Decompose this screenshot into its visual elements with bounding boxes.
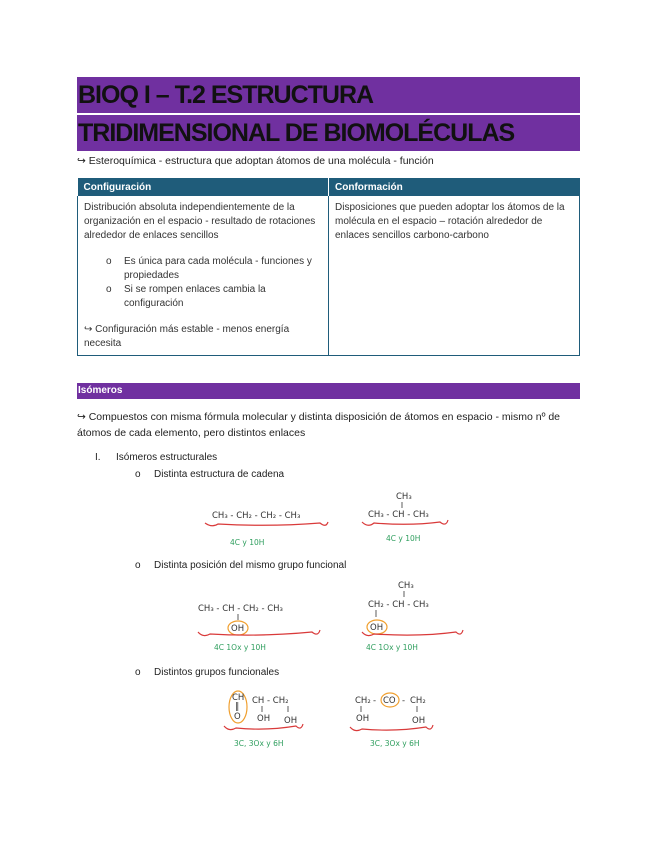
formula-text: CH [232,693,245,703]
list-marker: I. [95,452,101,463]
formula-text: CH₃ - CH - CH₃ [368,510,429,520]
count-text: 4C 1Ox y 10H [214,643,266,652]
formula-text: OH [257,714,271,724]
formula-text: CH₃ [398,581,414,591]
item-posicion: Distinta posición del mismo grupo funcional [154,560,347,571]
formula-text: OH [370,623,384,633]
count-text: 3C, 3Ox y 6H [234,739,284,748]
list-title-estructurales: Isómeros estructurales [116,452,218,463]
structure-position-a [198,604,320,652]
configuracion-note: ↪ Configuración más estable - menos energía necesita [84,324,290,349]
bullet-marker: o [135,469,141,480]
formula-text: CH₂ [355,696,371,706]
count-text: 3C, 3Ox y 6H [370,739,420,748]
formula-text: OH [284,716,298,726]
isomeros-intro: ↪ Compuestos con misma fórmula molecular y distinta disposición de átomos en espacio - mismo nº de átomos de cada elemento, pero distintos enlaces [77,411,561,439]
structure-chain-branched [362,492,448,543]
formula-text: OH [356,714,370,724]
count-text: 4C y 10H [230,538,265,547]
bullet-marker: o [135,667,141,678]
conformacion-paragraph: Disposiciones que pueden adoptar los átomos de la molécula en el espacio – rotación alrededor de enlaces sencillos carbono-carbono [335,202,565,241]
formula-text: CH₂ [410,696,426,706]
underline-mark [205,522,328,526]
bond-dash: - [373,696,377,706]
title-line-1: BIOQ I – T.2 ESTRUCTURA [78,81,374,109]
formula-text: CH₃ - CH - CH₂ - CH₃ [198,604,283,614]
list-item: o Si se rompen enlaces cambia la configuración [106,283,322,311]
count-text: 4C y 10H [386,534,421,543]
formula-text: ‖ [235,702,240,712]
underline-mark [198,630,320,636]
count-text: 4C 1Ox y 10H [366,643,418,652]
underline-mark [362,520,448,525]
item-cadena: Distinta estructura de cadena [154,469,285,480]
formula-text: CH₃ [396,492,412,502]
formula-text: CH - CH₂ [252,696,289,706]
bond-dash: - [402,696,406,706]
structure-functional-b [350,693,433,748]
formula-text: O [234,712,241,722]
intro-text: ↪ Esteroquímica - estructura que adoptan átomos de una molécula - función [77,155,434,167]
header-conformacion: Conformación [329,178,580,196]
formula-text: CH₂ - CH - CH₃ [368,600,429,610]
formula-text: CO [383,696,396,706]
structure-functional-a [224,691,303,748]
formula-text: OH [231,624,245,634]
section-heading-isomeros: Isómeros [77,383,580,399]
header-configuracion: Configuración [78,178,329,196]
formula-text: OH [412,716,426,726]
formula-text: CH₃ - CH₂ - CH₂ - CH₃ [212,511,301,521]
structure-position-b [362,581,463,652]
bullet-marker: o [135,560,141,571]
list-item: o Es única para cada molécula - funciones y propiedades [106,255,322,283]
title-line-2: TRIDIMENSIONAL DE BIOMOLÉCULAS [78,119,515,147]
item-grupos: Distintos grupos funcionales [154,667,280,678]
structure-chain-linear [205,511,328,547]
configuracion-paragraph: Distribución absoluta independientemente de la organización en el espacio - resultado de rotaciones alrededor de enlaces sencillos [84,202,316,241]
